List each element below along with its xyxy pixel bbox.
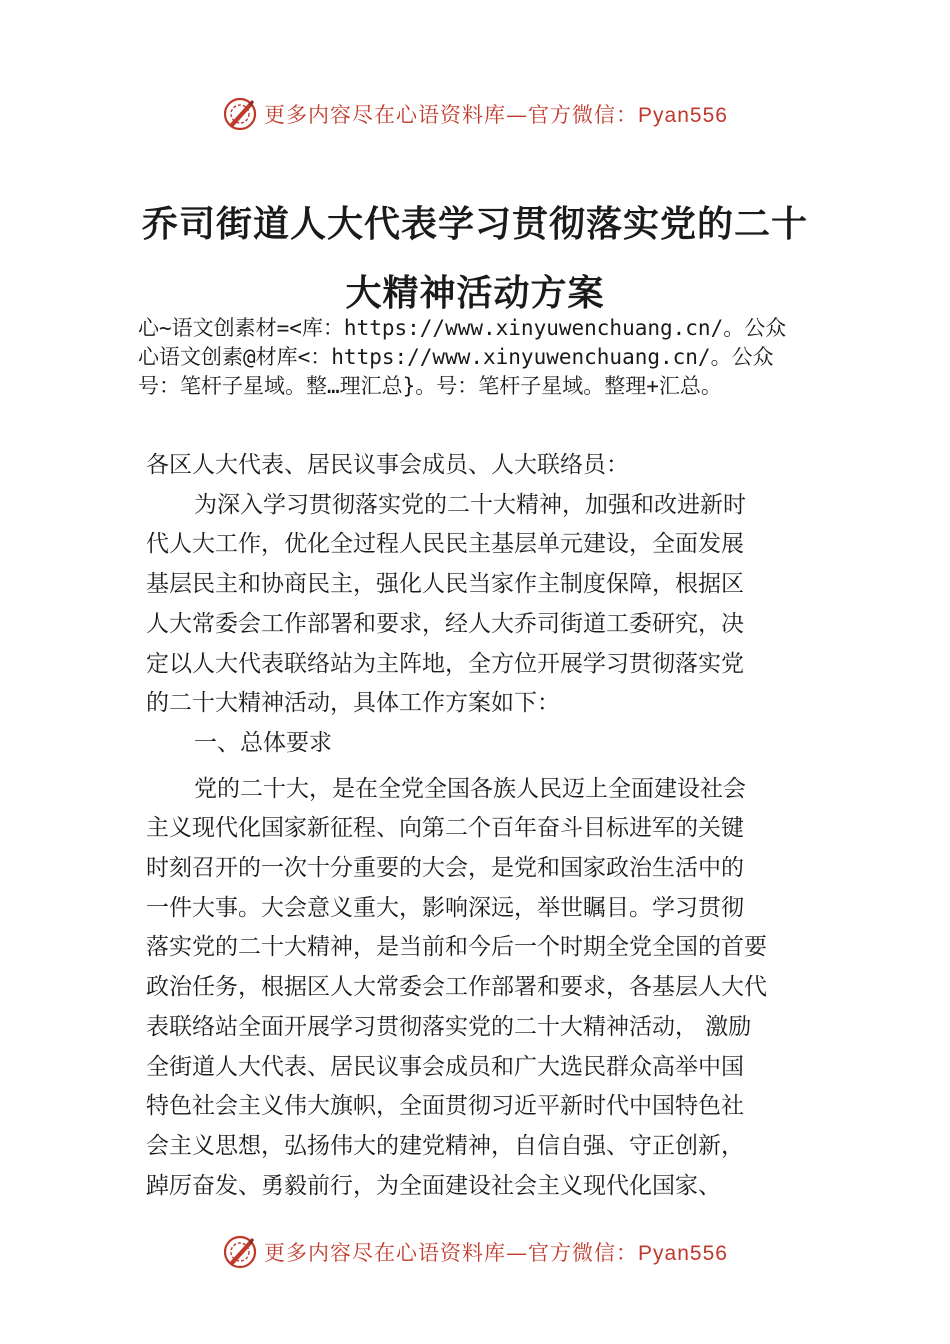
paragraph-line: 政治任务，根据区人大常委会工作部署和要求，各基层人大代 [146, 974, 767, 1001]
paragraph-line: 主义现代化国家新征程、向第二个百年奋斗目标进军的关键 [146, 815, 744, 842]
paragraph-line: 党的二十大，是在全党全国各族人民迈上全面建设社会 [194, 775, 746, 802]
wechat-id: Pyan556 [638, 1242, 728, 1265]
paragraph-line: 代人大工作，优化全过程人民民主基层单元建设，全面发展 [146, 531, 744, 558]
footer-banner [0, 1232, 950, 1272]
paragraph-line: 基层民主和协商民主，强化人民当家作主制度保障，根据区 [146, 571, 744, 598]
banner-text: 更多内容尽在心语资料库—官方微信：Pyan556 [264, 103, 728, 127]
paragraph-line: 人大常委会工作部署和要求，经人大乔司街道工委研究，决 [146, 610, 744, 637]
header-banner [0, 94, 950, 134]
paragraph-line: 特色社会主义伟大旗帜，全面贯彻习近平新时代中国特色社 [146, 1093, 744, 1120]
section-heading: 一、总体要求 [194, 729, 332, 756]
document-title-line-2: 大精神活动方案 [345, 272, 605, 314]
paragraph-line: 会主义思想，弘扬伟大的建党精神，自信自强、守正创新， [146, 1132, 744, 1159]
paragraph-line: 为深入学习贯彻落实党的二十大精神，加强和改进新时 [194, 491, 746, 518]
salutation: 各区人大代表、居民议事会成员、人大联络员： [146, 452, 629, 478]
paragraph-line: 定以人大代表联络站为主阵地，全方位开展学习贯彻落实党 [146, 650, 744, 677]
paragraph-line: 时刻召开的一次十分重要的大会，是党和国家政治生活中的 [146, 855, 744, 882]
paragraph-line: 的二十大精神活动，具体工作方案如下： [146, 690, 560, 717]
document-title-line-1: 乔司街道人大代表学习贯彻落实党的二十 [141, 203, 808, 245]
wechat-id: Pyan556 [638, 104, 728, 127]
brand-logo-icon [222, 1234, 258, 1270]
paragraph-line: 全街道人大代表、居民议事会成员和广大选民群众高举中国 [146, 1053, 744, 1080]
paragraph-line: 一件大事。大会意义重大，影响深远，举世瞩目。学习贯彻 [146, 894, 744, 921]
banner-text: 更多内容尽在心语资料库—官方微信：Pyan556 [264, 1241, 728, 1265]
paragraph-line: 落实党的二十大精神，是当前和今后一个时期全党全国的首要 [146, 934, 767, 961]
watermark-line-3: 号：笔杆子星域。整…理汇总}。号：笔杆子星域。整理+汇总。 [138, 374, 722, 398]
paragraph-line: 表联络站全面开展学习贯彻落实党的二十大精神活动， 激励 [146, 1013, 752, 1040]
brand-logo-icon [222, 96, 258, 132]
watermark-line-1: 心~语文创素材=<库：https://www.xinyuwenchuang.cn/。公众 [138, 316, 787, 340]
paragraph-line: 踔厉奋发、勇毅前行，为全面建设社会主义现代化国家、 [146, 1172, 721, 1199]
watermark-line-2: 心语文创素@材库<：https://www.xinyuwenchuang.cn/。公众 [138, 345, 774, 369]
document-body [146, 446, 826, 1206]
